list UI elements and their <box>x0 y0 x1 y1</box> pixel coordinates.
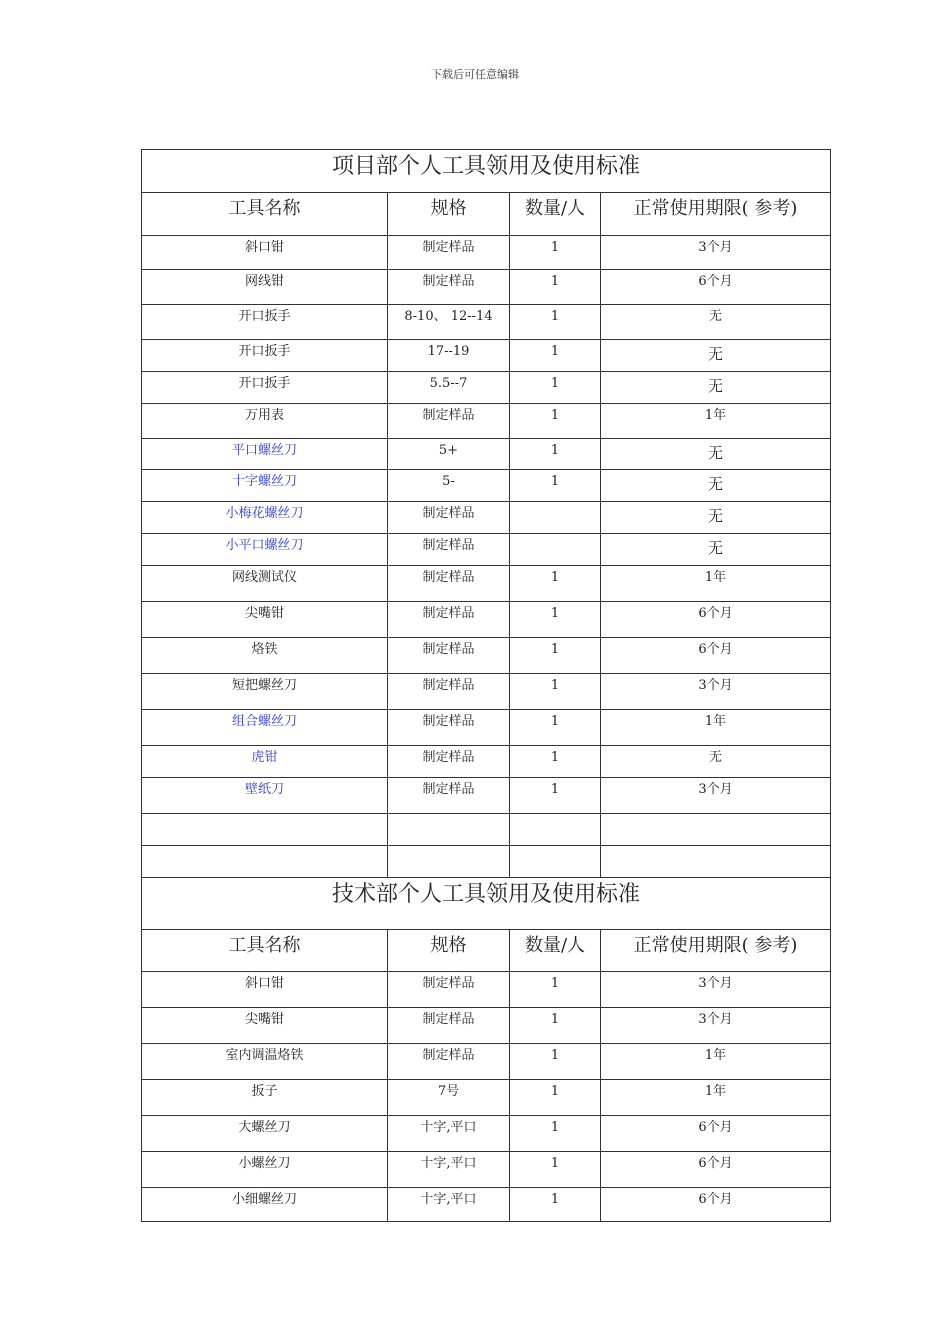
cell-usage-period: 无 <box>601 534 831 566</box>
cell-tool-name: 尖嘴钳 <box>142 1008 388 1044</box>
cell-usage-period: 6个月 <box>601 602 831 638</box>
table-row <box>142 502 831 534</box>
cell-tool-name: 小细螺丝刀 <box>142 1188 388 1222</box>
cell-spec: 7号 <box>388 1080 510 1116</box>
cell-spec: 5.5--7 <box>388 372 510 404</box>
section-title-row <box>142 150 831 193</box>
cell-quantity: 1 <box>510 746 601 778</box>
cell-spec: 制定样品 <box>388 710 510 746</box>
cell-usage-period: 6个月 <box>601 1188 831 1222</box>
cell-usage-period: 1年 <box>601 1044 831 1080</box>
table-row <box>142 778 831 814</box>
table-row <box>142 674 831 710</box>
cell-spec: 制定样品 <box>388 638 510 674</box>
cell-spec: 制定样品 <box>388 1044 510 1080</box>
cell-tool-name: 虎钳 <box>142 746 388 778</box>
table-row <box>142 270 831 305</box>
cell-spec: 制定样品 <box>388 534 510 566</box>
cell-quantity: 1 <box>510 1080 601 1116</box>
cell-usage-period <box>601 846 831 878</box>
cell-usage-period: 3个月 <box>601 972 831 1008</box>
table-row <box>142 1116 831 1152</box>
cell-quantity: 1 <box>510 674 601 710</box>
column-header-usage-period: 正常使用期限( 参考) <box>601 193 831 236</box>
cell-spec: 制定样品 <box>388 778 510 814</box>
table-row <box>142 1044 831 1080</box>
cell-tool-name: 大螺丝刀 <box>142 1116 388 1152</box>
cell-tool-name: 网线测试仪 <box>142 566 388 602</box>
section-title: 项目部个人工具领用及使用标准 <box>142 150 831 193</box>
table-header-row <box>142 930 831 972</box>
cell-tool-name: 开口扳手 <box>142 340 388 372</box>
cell-tool-name: 组合螺丝刀 <box>142 710 388 746</box>
cell-quantity: 1 <box>510 404 601 439</box>
table-row <box>142 404 831 439</box>
cell-quantity: 1 <box>510 270 601 305</box>
cell-usage-period: 3个月 <box>601 1008 831 1044</box>
cell-quantity: 1 <box>510 778 601 814</box>
table-row <box>142 1008 831 1044</box>
cell-tool-name <box>142 846 388 878</box>
cell-tool-name: 斜口钳 <box>142 236 388 270</box>
table-row <box>142 972 831 1008</box>
cell-spec: 制定样品 <box>388 404 510 439</box>
cell-spec: 5+ <box>388 439 510 470</box>
cell-quantity: 1 <box>510 566 601 602</box>
cell-spec: 17--19 <box>388 340 510 372</box>
table-row <box>142 340 831 372</box>
cell-tool-name: 平口螺丝刀 <box>142 439 388 470</box>
cell-usage-period: 3个月 <box>601 778 831 814</box>
cell-tool-name: 小平口螺丝刀 <box>142 534 388 566</box>
column-header-quantity: 数量/人 <box>510 930 601 972</box>
cell-tool-name: 开口扳手 <box>142 372 388 404</box>
cell-tool-name: 小梅花螺丝刀 <box>142 502 388 534</box>
cell-usage-period: 6个月 <box>601 270 831 305</box>
cell-quantity: 1 <box>510 1116 601 1152</box>
table-row <box>142 566 831 602</box>
cell-spec: 制定样品 <box>388 502 510 534</box>
table-row <box>142 236 831 270</box>
cell-usage-period: 无 <box>601 305 831 340</box>
cell-usage-period: 3个月 <box>601 674 831 710</box>
cell-usage-period: 无 <box>601 439 831 470</box>
table-row <box>142 534 831 566</box>
table-row <box>142 846 831 878</box>
cell-spec: 十字,平口 <box>388 1188 510 1222</box>
cell-tool-name: 短把螺丝刀 <box>142 674 388 710</box>
table-row <box>142 470 831 502</box>
table-row <box>142 638 831 674</box>
cell-usage-period: 3个月 <box>601 236 831 270</box>
table-row <box>142 372 831 404</box>
cell-usage-period: 1年 <box>601 1080 831 1116</box>
cell-spec: 制定样品 <box>388 972 510 1008</box>
cell-spec: 制定样品 <box>388 674 510 710</box>
cell-usage-period <box>601 814 831 846</box>
cell-quantity: 1 <box>510 236 601 270</box>
cell-tool-name: 室内调温烙铁 <box>142 1044 388 1080</box>
cell-quantity: 1 <box>510 1044 601 1080</box>
cell-quantity <box>510 502 601 534</box>
cell-spec: 制定样品 <box>388 236 510 270</box>
table-row <box>142 710 831 746</box>
cell-usage-period: 6个月 <box>601 638 831 674</box>
cell-spec: 制定样品 <box>388 1008 510 1044</box>
cell-usage-period: 1年 <box>601 566 831 602</box>
cell-spec: 十字,平口 <box>388 1152 510 1188</box>
cell-tool-name: 尖嘴钳 <box>142 602 388 638</box>
table-row <box>142 602 831 638</box>
cell-tool-name: 扳子 <box>142 1080 388 1116</box>
cell-usage-period: 1年 <box>601 404 831 439</box>
column-header-tool-name: 工具名称 <box>142 193 388 236</box>
cell-usage-period: 6个月 <box>601 1152 831 1188</box>
cell-usage-period: 1年 <box>601 710 831 746</box>
column-header-usage-period: 正常使用期限( 参考) <box>601 930 831 972</box>
cell-spec: 制定样品 <box>388 270 510 305</box>
cell-quantity: 1 <box>510 972 601 1008</box>
cell-tool-name: 开口扳手 <box>142 305 388 340</box>
cell-spec <box>388 814 510 846</box>
cell-spec: 5- <box>388 470 510 502</box>
cell-quantity: 1 <box>510 1152 601 1188</box>
cell-quantity: 1 <box>510 638 601 674</box>
cell-spec: 制定样品 <box>388 602 510 638</box>
cell-usage-period: 无 <box>601 340 831 372</box>
cell-spec: 8-10、 12--14 <box>388 305 510 340</box>
table-row <box>142 1152 831 1188</box>
cell-tool-name: 万用表 <box>142 404 388 439</box>
cell-tool-name: 十字螺丝刀 <box>142 470 388 502</box>
cell-usage-period: 无 <box>601 746 831 778</box>
column-header-spec: 规格 <box>388 193 510 236</box>
table-row <box>142 1080 831 1116</box>
section-title-row <box>142 878 831 930</box>
table-row <box>142 439 831 470</box>
cell-quantity: 1 <box>510 439 601 470</box>
column-header-spec: 规格 <box>388 930 510 972</box>
cell-quantity <box>510 846 601 878</box>
table-row <box>142 1188 831 1222</box>
cell-tool-name: 网线钳 <box>142 270 388 305</box>
cell-tool-name: 斜口钳 <box>142 972 388 1008</box>
cell-quantity: 1 <box>510 372 601 404</box>
cell-tool-name: 壁纸刀 <box>142 778 388 814</box>
cell-spec: 制定样品 <box>388 746 510 778</box>
cell-quantity: 1 <box>510 470 601 502</box>
tools-standard-table <box>141 149 831 1222</box>
cell-quantity: 1 <box>510 1008 601 1044</box>
cell-spec: 十字,平口 <box>388 1116 510 1152</box>
column-header-tool-name: 工具名称 <box>142 930 388 972</box>
section-title: 技术部个人工具领用及使用标准 <box>142 878 831 930</box>
cell-usage-period: 无 <box>601 372 831 404</box>
table-header-row <box>142 193 831 236</box>
cell-quantity: 1 <box>510 340 601 372</box>
cell-quantity <box>510 534 601 566</box>
cell-quantity: 1 <box>510 1188 601 1222</box>
column-header-quantity: 数量/人 <box>510 193 601 236</box>
cell-tool-name: 小螺丝刀 <box>142 1152 388 1188</box>
cell-spec: 制定样品 <box>388 566 510 602</box>
table-row <box>142 746 831 778</box>
cell-usage-period: 无 <box>601 470 831 502</box>
cell-spec <box>388 846 510 878</box>
cell-usage-period: 6个月 <box>601 1116 831 1152</box>
watermark-text: 下载后可任意编辑 <box>431 68 519 81</box>
cell-tool-name <box>142 814 388 846</box>
cell-quantity <box>510 814 601 846</box>
cell-usage-period: 无 <box>601 502 831 534</box>
cell-quantity: 1 <box>510 305 601 340</box>
cell-quantity: 1 <box>510 710 601 746</box>
cell-quantity: 1 <box>510 602 601 638</box>
table-row <box>142 814 831 846</box>
cell-tool-name: 烙铁 <box>142 638 388 674</box>
table-row <box>142 305 831 340</box>
